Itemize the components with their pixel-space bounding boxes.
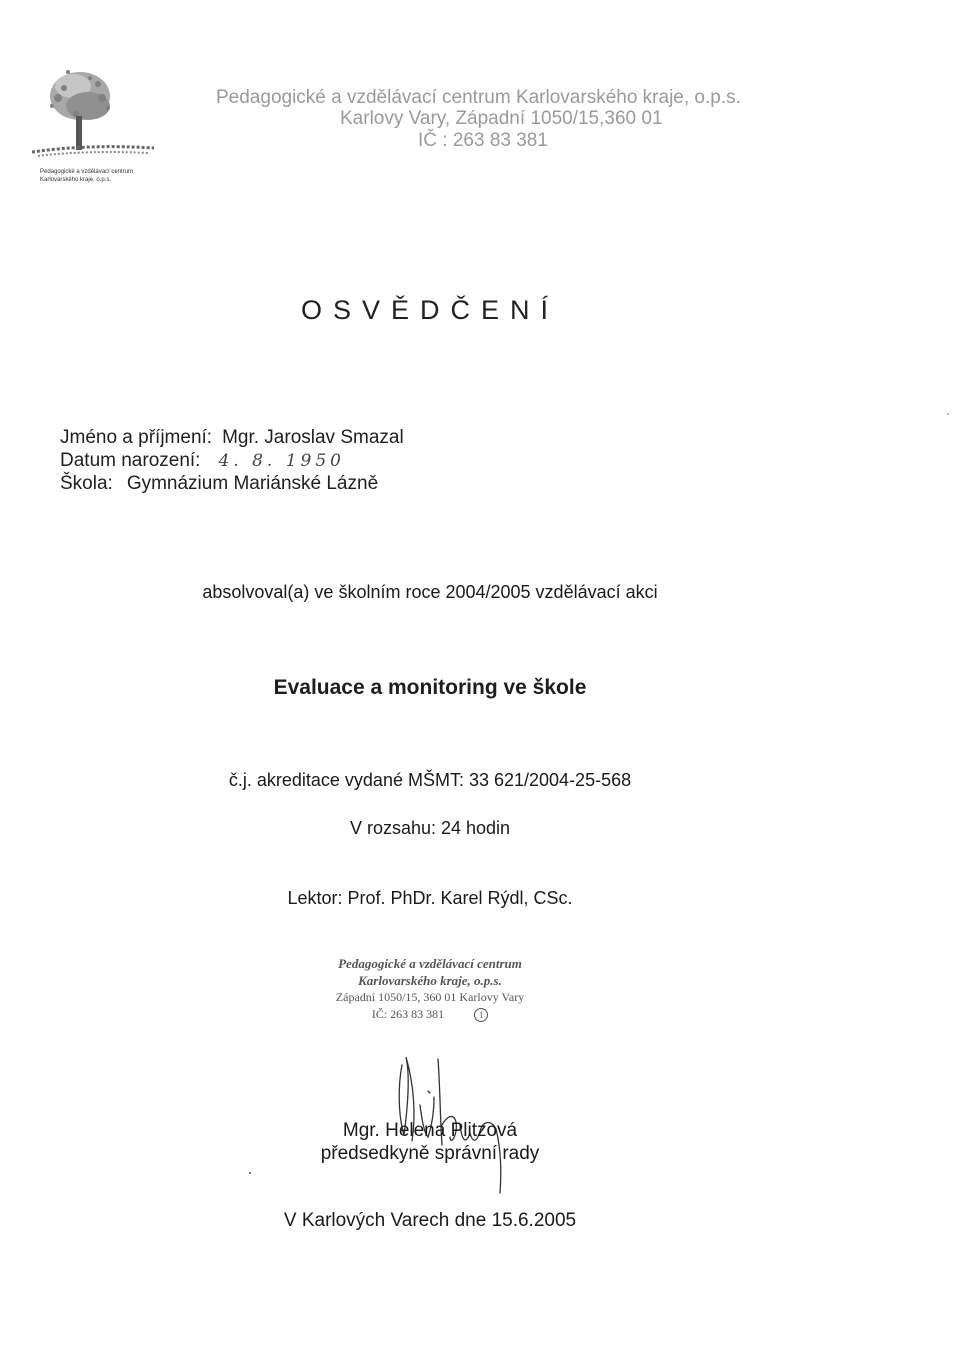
stamp-line3: Západní 1050/15, 360 01 Karlovy Vary xyxy=(335,990,525,1004)
signer-role: předsedkyně správní rady xyxy=(320,1143,540,1164)
stamp-circle-mark: 1 xyxy=(474,1008,488,1022)
birthdate-value-handwritten: 4. 8. 1950 xyxy=(218,451,345,471)
document-title: OSVĚDČENÍ xyxy=(300,295,560,325)
stamp-line1: Pedagogické a vzdělávací centrum xyxy=(338,956,522,971)
school-row xyxy=(60,473,378,495)
school-value: Gymnázium Mariánské Lázně xyxy=(126,473,379,494)
stamp-line4 xyxy=(0,1006,860,1023)
course-scope: V rozsahu: 24 hodin xyxy=(349,818,511,838)
lecturer: Lektor: Prof. PhDr. Karel Rýdl, CSc. xyxy=(287,888,573,908)
header-organization-name: Pedagogické a vzdělávací centrum Karlovarského kraje, o.p.s. xyxy=(216,87,741,108)
scan-speck xyxy=(947,413,949,415)
school-label: Škola: xyxy=(60,473,113,494)
course-name: Evaluace a monitoring ve škole xyxy=(273,676,587,699)
logo-caption-line2: Karlovarského kraje, o.p.s. xyxy=(40,177,112,183)
name-row xyxy=(60,427,404,449)
accreditation-number: č.j. akreditace vydané MŠMT: 33 621/2004-25-568 xyxy=(228,770,632,790)
logo-caption xyxy=(40,168,170,184)
header-company-id: IČ : 263 83 381 xyxy=(418,130,548,151)
birthdate-label: Datum narození: xyxy=(60,450,201,471)
stamp-line2: Karlovarského kraje, o.p.s. xyxy=(358,973,502,988)
scan-speck xyxy=(249,1172,251,1174)
tree-logo-icon xyxy=(28,58,158,170)
completion-statement: absolvoval(a) ve školním roce 2004/2005 vzdělávací akci xyxy=(202,582,658,602)
name-value: Mgr. Jaroslav Smazal xyxy=(222,427,404,448)
name-label: Jméno a příjmení: xyxy=(60,427,213,448)
organization-stamp xyxy=(0,955,860,1023)
signer-name: Mgr. Helena Plitzová xyxy=(342,1120,518,1141)
birthdate-row xyxy=(60,450,345,472)
stamp-company-id: IČ: 263 83 381 xyxy=(371,1007,445,1021)
organization-logo xyxy=(28,58,168,188)
place-and-date: V Karlových Varech dne 15.6.2005 xyxy=(283,1210,577,1231)
header-address: Karlovy Vary, Západní 1050/15,360 01 xyxy=(340,108,663,129)
logo-caption-line1: Pedagogické a vzdělávací centrum xyxy=(40,169,134,175)
